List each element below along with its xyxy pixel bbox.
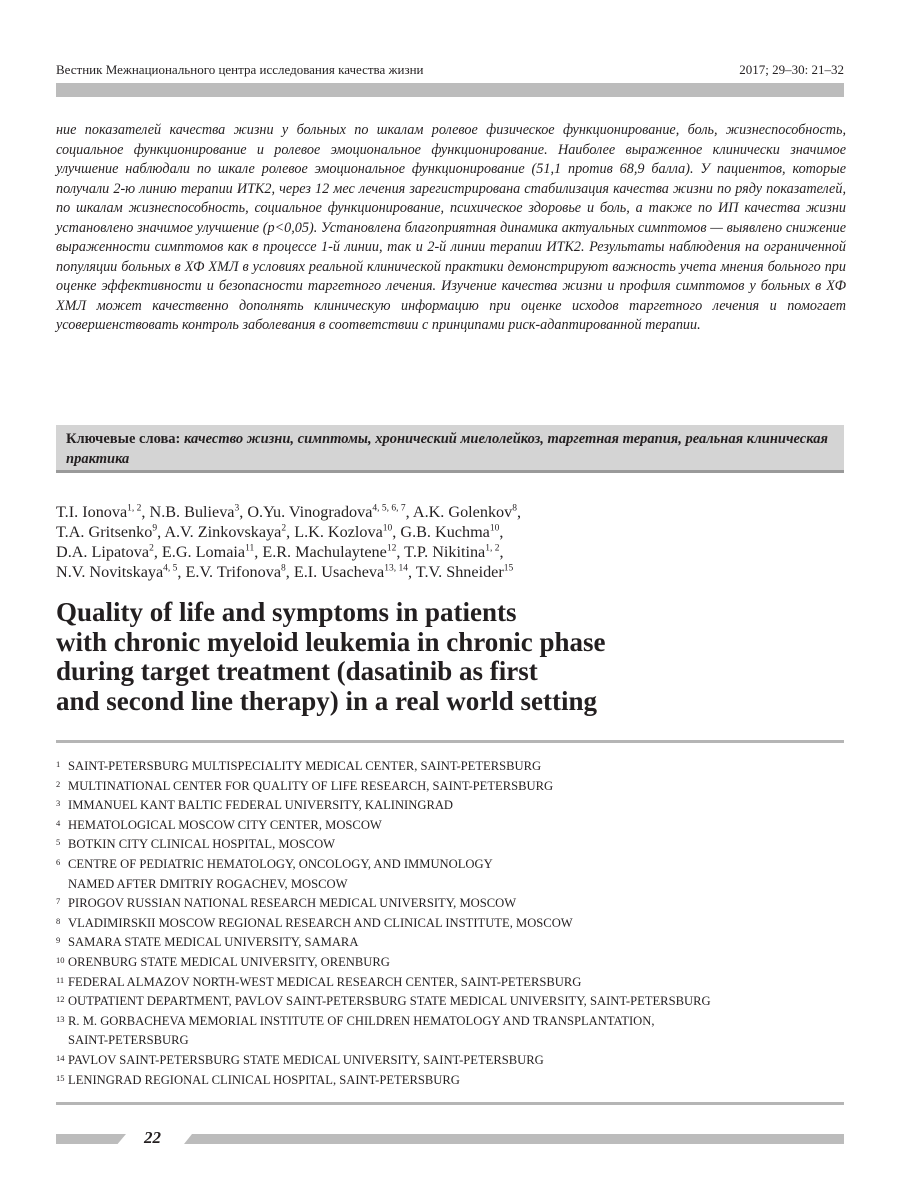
author-affiliation-ref: 2 [149,543,154,554]
author-name: T.A. Gritsenko [56,523,153,541]
affiliation-item: 5 BOTKIN CITY CLINICAL HOSPITAL, MOSCOW [56,837,336,852]
author-name: D.A. Lipatova [56,543,150,561]
author-name: T.P. Nikitina [404,543,486,561]
affiliation-item: 2 MULTINATIONAL CENTER FOR QUALITY OF LIFE RESEARCH, SAINT-PETERSBURG [56,778,554,793]
affiliation-text: SAMARA STATE MEDICAL UNIVERSITY, SAMARA [68,935,359,950]
author-name: E.V. Trifonova [185,563,282,581]
author-separator: , [499,543,504,561]
title-line: and second line therapy) in a real world setting [56,685,598,716]
affiliation-item: 1 SAINT-PETERSBURG MULTISPECIALITY MEDICAL CENTER, SAINT-PETERSBURG [56,759,542,773]
author-separator: , [153,543,162,561]
author-separator: , [157,523,165,541]
affiliation-item: 10 ORENBURG STATE MEDICAL UNIVERSITY, ORENBURG [56,954,390,969]
affiliations-bottom-rule [56,1102,844,1105]
author-affiliation-ref: 9 [152,523,158,534]
author-affiliation-ref: 15 [503,563,514,574]
author-separator: , [392,523,401,541]
author-line [56,562,846,582]
author-separator: , [407,563,416,581]
author-line [56,502,846,522]
running-header [56,62,844,80]
affiliation-text: LENINGRAD REGIONAL CLINICAL HOSPITAL, SAINT-PETERSBURG [68,1072,460,1087]
author-line [56,522,846,542]
affiliation-text: PAVLOV SAINT-PETERSBURG STATE MEDICAL UNIVERSITY, SAINT-PETERSBURG [68,1052,544,1067]
author-list [56,502,846,582]
affiliation-text: CENTRE OF PEDIATRIC HEMATOLOGY, ONCOLOGY, AND IMMUNOLOGY NAMED AFTER DMITRIY ROGACHEV, MOSCOW [68,856,493,891]
title-line: with chronic myeloid leukemia in chronic phase [56,626,606,657]
author-affiliation-ref: 13, 14 [384,563,408,574]
affiliation-item: 14 PAVLOV SAINT-PETERSBURG STATE MEDICAL UNIVERSITY, SAINT-PETERSBURG [56,1052,544,1067]
affiliation-item: 3 IMMANUEL KANT BALTIC FEDERAL UNIVERSITY, KALININGRAD [56,798,454,813]
author-affiliation-ref: 2 [281,523,287,534]
page-number: 22 [144,1128,161,1147]
citation: 2017; 29–30: 21–32 [739,62,844,77]
author-separator: , [405,503,413,521]
affiliation-item: 7 PIROGOV RUSSIAN NATIONAL RESEARCH MEDICAL UNIVERSITY, MOSCOW [56,896,517,911]
affiliations-top-rule [56,740,844,743]
author-separator: , [254,543,263,561]
author-name: E.I. Usacheva [293,563,385,581]
affiliation-text: MULTINATIONAL CENTER FOR QUALITY OF LIFE RESEARCH, SAINT-PETERSBURG [68,778,554,793]
author-separator: , [517,503,522,521]
author-line [56,542,846,562]
author-affiliation-ref: 8 [281,563,286,574]
author-affiliation-ref: 10 [382,523,393,534]
author-name: T.V. Shneider [415,563,504,581]
author-affiliation-ref: 1, 2 [485,543,500,554]
article-title [56,598,846,716]
author-affiliation-ref: 3 [234,503,240,514]
keywords-label: Ключевые слова: [66,431,181,447]
author-separator: , [141,503,150,521]
author-name: A.V. Zinkovskaya [164,523,282,541]
author-name: T.I. Ionova [56,503,128,521]
affiliation-text: IMMANUEL KANT BALTIC FEDERAL UNIVERSITY, KALININGRAD [68,798,454,813]
affiliation-text: FEDERAL ALMAZOV NORTH-WEST MEDICAL RESEARCH CENTER, SAINT-PETERSBURG [68,974,582,989]
affiliation-text: SAINT-PETERSBURG MULTISPECIALITY MEDICAL CENTER, SAINT-PETERSBURG [68,759,542,773]
header-rule [56,83,844,97]
journal-name: Вестник Межнационального центра исследования качества жизни [56,62,424,77]
author-name: G.B. Kuchma [400,523,490,541]
author-affiliation-ref: 11 [245,543,255,554]
abstract-text: ние показателей качества жизни у больных по шкалам ролевое физическое функционирование, боль, жизнеспособность, социальное функционирование и ролевое эмоциональное функционирование. Наиболее выраженное клинически значимое улучшение наблюдали по шкале ролевое эмоциональное функционирование (51,1 против 68,9 балла). У пациентов, которые получали 2-ю линию терапии ИТК2, через 12 мес лечения зарегистрирована стабилизация качества жизни по ряду показателей, по шкалам жизнеспособность, социальное функционирование, психическое здоровье и боль, а также по ИП качества жизни установлено значимое улучшение (p<0,05). Установлена благоприятная динамика актуальных симптомов — выявлено снижение выраженности симптомов как в процессе 1-й линии, так и 2-й линии терапии ИТК2. Результаты наблюдения на ограниченной популяции больных в ХФ ХМЛ в условиях реальной клинической практики демонстрируют важность учета мнения больного при оценке эффективности и безопасности таргетного лечения. Изучение качества жизни и профиля симптомов у больных в ХФ ХМЛ может качественно дополнять клиническую информацию при оценке исходов таргетного лечения и помогает усовершенствовать контроль заболевания в соответствии с принципами риск-адаптированной терапии. [56,122,846,333]
author-name: L.K. Kozlova [294,523,383,541]
author-separator: , [177,563,186,581]
affiliation-text: HEMATOLOGICAL MOSCOW CITY CENTER, MOSCOW [68,817,382,832]
affiliation-list [56,757,846,1090]
author-affiliation-ref: 4, 5 [163,563,178,574]
title-line: Quality of life and symptoms in patients [56,597,517,627]
affiliation-item: 9 SAMARA STATE MEDICAL UNIVERSITY, SAMARA [56,935,359,950]
affiliation-text: R. M. GORBACHEVA MEMORIAL INSTITUTE OF CHILDREN HEMATOLOGY AND TRANSPLANTATION, SAINT-PETERSBURG [68,1013,655,1048]
author-affiliation-ref: 12 [386,543,397,554]
keywords-box [56,425,844,473]
affiliation-item: 13 R. M. GORBACHEVA MEMORIAL INSTITUTE OF CHILDREN HEMATOLOGY AND TRANSPLANTATION, SAINT-PETERSBURG [56,1013,655,1048]
page-footer [56,1128,844,1148]
affiliation-item: 15 LENINGRAD REGIONAL CLINICAL HOSPITAL, SAINT-PETERSBURG [56,1072,460,1087]
author-name: E.R. Machulaytene [262,543,387,561]
author-separator: , [499,523,504,541]
author-separator: , [285,563,294,581]
author-name: N.V. Novitskaya [56,563,164,581]
author-name: E.G. Lomaia [161,543,246,561]
affiliation-text: OUTPATIENT DEPARTMENT, PAVLOV SAINT-PETERSBURG STATE MEDICAL UNIVERSITY, SAINT-PETERSBURG [68,994,711,1009]
footer-bar-left [56,1134,126,1144]
author-separator: , [239,503,248,521]
author-separator: , [396,543,405,561]
author-affiliation-ref: 10 [489,523,500,534]
title-line: during target treatment (dasatinib as first [56,656,538,686]
affiliation-text: VLADIMIRSKII MOSCOW REGIONAL RESEARCH AND CLINICAL INSTITUTE, MOSCOW [68,915,573,930]
author-name: A.K. Golenkov [412,503,513,521]
affiliation-item: 11 FEDERAL ALMAZOV NORTH-WEST MEDICAL RESEARCH CENTER, SAINT-PETERSBURG [56,974,582,989]
affiliation-text: ORENBURG STATE MEDICAL UNIVERSITY, ORENBURG [68,954,390,969]
author-affiliation-ref: 4, 5, 6, 7 [372,503,406,514]
author-affiliation-ref: 1, 2 [127,503,142,514]
affiliation-item: 4 HEMATOLOGICAL MOSCOW CITY CENTER, MOSCOW [56,817,382,832]
footer-bar-right [184,1134,844,1144]
affiliation-item: 12 OUTPATIENT DEPARTMENT, PAVLOV SAINT-PETERSBURG STATE MEDICAL UNIVERSITY, SAINT-PETERSBURG [56,994,711,1009]
keywords-text: качество жизни, симптомы, хронический миелолейкоз, таргетная терапия, реальная клиническая практика [66,431,828,467]
author-affiliation-ref: 8 [512,503,517,514]
affiliation-text: BOTKIN CITY CLINICAL HOSPITAL, MOSCOW [68,837,336,852]
affiliation-item: 8 VLADIMIRSKII MOSCOW REGIONAL RESEARCH AND CLINICAL INSTITUTE, MOSCOW [56,915,573,930]
affiliation-item: 6 CENTRE OF PEDIATRIC HEMATOLOGY, ONCOLOGY, AND IMMUNOLOGY NAMED AFTER DMITRIY ROGACHEV, MOSCOW [56,856,493,891]
author-separator: , [286,523,295,541]
affiliation-text: PIROGOV RUSSIAN NATIONAL RESEARCH MEDICAL UNIVERSITY, MOSCOW [68,896,517,911]
author-name: O.Yu. Vinogradova [247,503,373,521]
author-name: N.B. Bulieva [149,503,235,521]
